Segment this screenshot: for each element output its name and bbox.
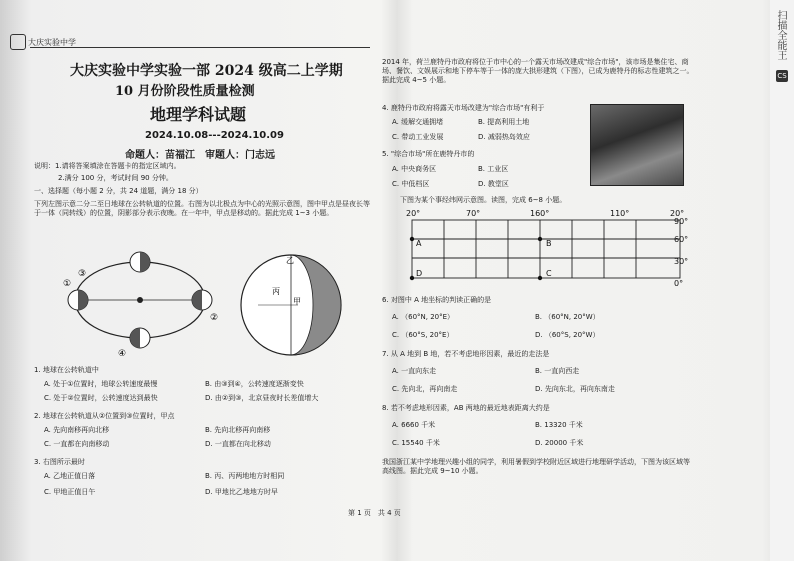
point-a xyxy=(410,237,414,241)
lat-label-90: 90° xyxy=(674,217,689,226)
question-8: 8. 若不考虑地形因素，AB 两地的最近地表距离大约是 xyxy=(382,404,550,412)
q1-option-c: C. 处于②位置时，公转速度达到最快 xyxy=(44,394,158,402)
q4-option-d: D. 减弱热岛效应 xyxy=(478,133,530,141)
scanner-sidebar xyxy=(770,0,794,561)
question-5: 5. "综合市场"所在鹿特丹市的 xyxy=(382,150,475,158)
orbit-label-2: ② xyxy=(210,313,219,323)
market-hall-photo xyxy=(590,104,684,186)
q1-option-d: D. 由②到③，北京昼夜时长差值增大 xyxy=(205,394,319,402)
lon-label-3: 160° xyxy=(530,209,550,218)
polar-illumination-diagram xyxy=(236,250,346,360)
scanner-logo-icon: CS xyxy=(777,72,787,80)
q7-option-a: A. 一直向东走 xyxy=(392,367,437,375)
exam-dates: 2024.10.08---2024.10.09 xyxy=(145,130,284,141)
q5-option-c: C. 中低档区 xyxy=(392,180,430,188)
question-6: 6. 对图中 A 地坐标的判读正确的是 xyxy=(382,296,492,304)
q1-option-b: B. 由③到④，公转速度逐渐变快 xyxy=(205,380,304,388)
q5-option-d: D. 教堂区 xyxy=(478,180,509,188)
grid-intro: 下图为某个事经纬网示意图。读图，完成 6~8 小题。 xyxy=(400,196,567,204)
q2-option-a: A. 先向南移再向北移 xyxy=(44,426,110,434)
q7-option-b: B. 一直向西走 xyxy=(535,367,580,375)
school-logo xyxy=(10,34,26,50)
lon-label-1: 20° xyxy=(406,209,421,218)
polar-label-yi: 乙 xyxy=(286,256,294,265)
q8-option-c: C. 15540 千米 xyxy=(392,439,440,447)
point-c xyxy=(538,276,542,280)
school-tag: 大庆实验中学 xyxy=(28,38,76,47)
q8-option-b: B. 13320 千米 xyxy=(535,421,583,429)
exam-title-line1: 大庆实验中学实验一部 2024 级高二上学期 xyxy=(70,63,343,79)
q6-option-c: C. （60°S, 20°E） xyxy=(392,331,454,339)
exam-subject-title: 地理学科试题 xyxy=(150,105,247,124)
lon-label-4: 110° xyxy=(610,209,630,218)
q3-option-c: C. 甲地正值日午 xyxy=(44,488,96,496)
q3-option-b: B. 丙、丙两地地方时相同 xyxy=(205,472,285,480)
exam-title-line2: 10 月份阶段性质量检测 xyxy=(115,84,255,99)
question-7: 7. 从 A 地到 B 地，若不考虑地形因素，最近的走法是 xyxy=(382,350,550,358)
q2-option-b: B. 先向北移再向南移 xyxy=(205,426,271,434)
scanner-brand: 扫描全能王 xyxy=(775,10,786,60)
point-d-label: D xyxy=(416,269,423,278)
q4-option-b: B. 提高利用土地 xyxy=(478,118,530,126)
q6-option-b: B. （60°N, 20°W） xyxy=(535,313,600,321)
note-1: 说明：1.请将答案填涂在答题卡的指定区域内。 xyxy=(34,162,181,170)
page-number: 第 1 页 共 4 页 xyxy=(348,509,401,517)
lon-label-5: 20° xyxy=(670,209,685,218)
lat-long-grid xyxy=(396,206,696,288)
exam-authors: 命题人：苗福江 审题人：门志远 xyxy=(125,150,275,161)
point-b xyxy=(538,237,542,241)
intro-1-3: 下列左图示意二分二至日地球在公转轨道的位置。右图为以北极点为中心的光照示意图，图中甲点是昼夜长等于一体（同转线）的位置，阴影部分表示夜晚。在一年中，甲点是移动的。据此完成 1~3 小题。 xyxy=(34,200,370,217)
question-3: 3. 右图所示最时 xyxy=(34,458,85,466)
q2-option-d: D. 一直都在向北移动 xyxy=(205,440,271,448)
point-a-label: A xyxy=(416,239,422,248)
question-4: 4. 鹿特丹市政府将露天市场改建为"综合市场"有利于 xyxy=(382,104,545,112)
q8-option-d: D. 20000 千米 xyxy=(535,439,584,447)
q4-option-a: A. 缓解交通拥堵 xyxy=(392,118,444,126)
q7-option-c: C. 先向北，再向南走 xyxy=(392,385,458,393)
note-2: 2.满分 100 分，考试时间 90 分钟。 xyxy=(58,174,173,182)
q1-option-a: A. 处于①位置时，地球公转速度最慢 xyxy=(44,380,158,388)
q3-option-a: A. 乙地正值日落 xyxy=(44,472,96,480)
orbit-label-4: ④ xyxy=(118,349,127,359)
q5-option-b: B. 工业区 xyxy=(478,165,509,173)
question-2: 2. 地球在公转轨道从②位置到③位置时，甲点 xyxy=(34,412,175,420)
polar-label-bing: 丙 xyxy=(272,287,280,296)
q6-option-a: A. （60°N, 20°E） xyxy=(392,313,455,321)
orbit-diagram xyxy=(60,240,220,360)
polar-label-jia: 甲 xyxy=(293,297,301,306)
q4-option-c: C. 带动工业发展 xyxy=(392,133,444,141)
point-c-label: C xyxy=(546,269,552,278)
intro-4-5: 2014 年，荷兰鹿特丹市政府将位于市中心的一个露天市场改建成"综合市场"，该市场是集住宅、商场、餐饮、文娱展示和地下停车等于一体的庞大拱形建筑（下图），已成为鹿特丹的标志性建筑之一。据此完成 4~5 小题。 xyxy=(382,58,694,84)
orbit-label-3: ③ xyxy=(78,269,87,279)
q2-option-c: C. 一直都在向南移动 xyxy=(44,440,110,448)
header-rule xyxy=(30,47,370,48)
point-b-label: B xyxy=(546,239,552,248)
q6-option-d: D. （60°S, 20°W） xyxy=(535,331,600,339)
point-d xyxy=(410,276,414,280)
lon-label-2: 70° xyxy=(466,209,481,218)
intro-9-10: 我国浙江某中学地理兴趣小组的同学，利用暑假到学校附近区域进行地理研学活动，下图为该区域等高线图。据此完成 9~10 小题。 xyxy=(382,458,690,475)
q8-option-a: A. 6660 千米 xyxy=(392,421,436,429)
lat-label-0: 0° xyxy=(674,279,684,288)
lat-label-60: 60° xyxy=(674,235,689,244)
q5-option-a: A. 中央商务区 xyxy=(392,165,437,173)
q3-option-d: D. 甲地比乙地地方时早 xyxy=(205,488,278,496)
question-1: 1. 地球在公转轨道中 xyxy=(34,366,99,374)
lat-label-30: 30° xyxy=(674,257,689,266)
q7-option-d: D. 先向东北，再向东南走 xyxy=(535,385,615,393)
section-heading: 一、选择题（每小题 2 分，共 24 道题，满分 18 分） xyxy=(34,187,203,195)
orbit-label-1: ① xyxy=(63,279,72,289)
